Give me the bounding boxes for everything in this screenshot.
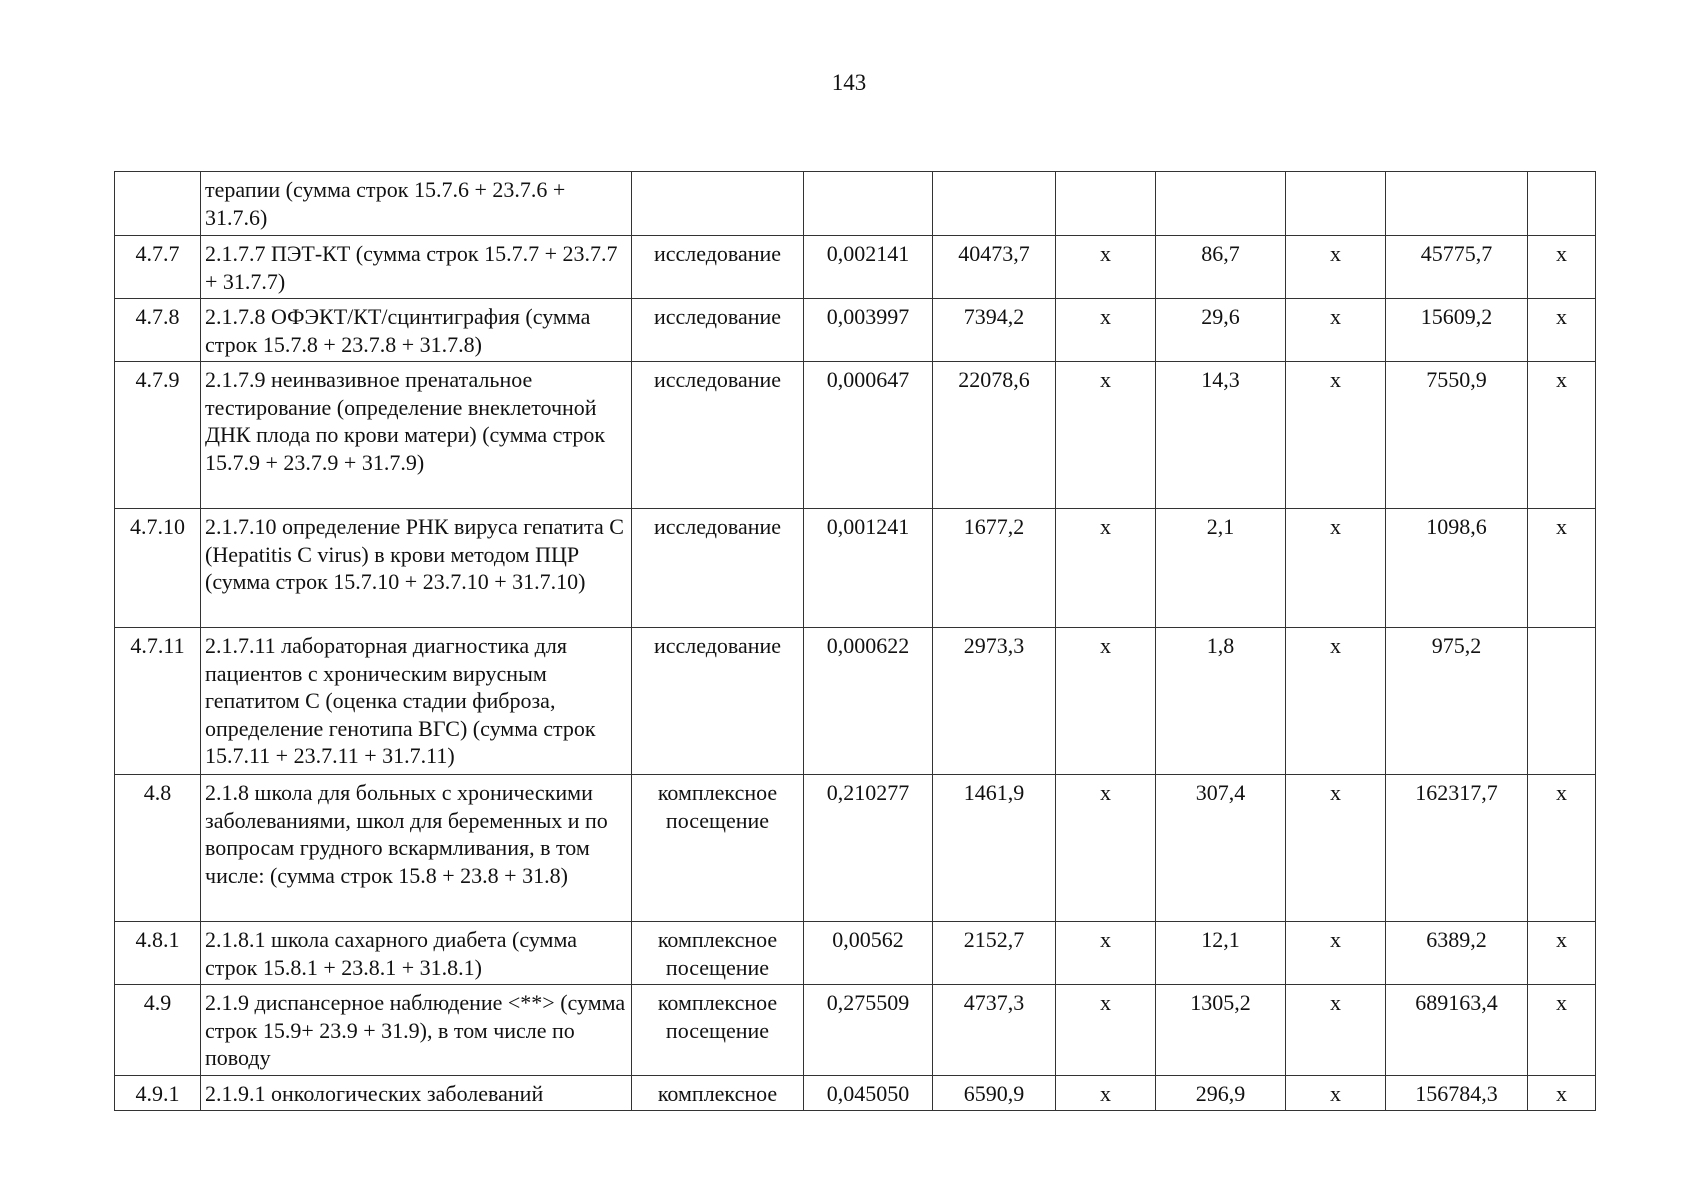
value-1-cell: 0,000647	[804, 362, 933, 509]
value-5-cell: х	[1286, 236, 1386, 299]
unit-cell: исследование	[632, 509, 804, 628]
table-row	[115, 985, 1596, 1076]
value-3-cell: х	[1056, 985, 1156, 1076]
value-6-cell: 975,2	[1386, 628, 1528, 775]
value-3-cell: х	[1056, 509, 1156, 628]
page-number: 143	[831, 70, 867, 95]
indicator-name-cell: 2.1.7.7 ПЭТ-КТ (сумма строк 15.7.7 + 23.7.7 + 31.7.7)	[201, 236, 632, 299]
value-3-cell: х	[1056, 628, 1156, 775]
value-7-cell	[1528, 628, 1596, 775]
value-3-cell: х	[1056, 236, 1156, 299]
value-7-cell: х	[1528, 236, 1596, 299]
value-5-cell	[1286, 172, 1386, 236]
indicator-name-cell: 2.1.7.9 неинвазивное пренатальное тестирование (определение внеклеточной ДНК плода по крови матери) (сумма строк 15.7.9 + 23.7.9 + 31.7.9)	[201, 362, 632, 509]
row-number-cell: 4.7.7	[115, 236, 201, 299]
value-4-cell: 14,3	[1156, 362, 1286, 509]
value-6-cell	[1386, 172, 1528, 236]
unit-cell: исследование	[632, 299, 804, 362]
table-row	[115, 509, 1596, 628]
value-5-cell: х	[1286, 922, 1386, 985]
unit-cell: исследование	[632, 236, 804, 299]
unit-cell	[632, 172, 804, 236]
value-1-cell: 0,000622	[804, 628, 933, 775]
unit-cell: комплексное посещение	[632, 985, 804, 1076]
row-number-cell: 4.7.10	[115, 509, 201, 628]
value-7-cell	[1528, 172, 1596, 236]
value-3-cell: х	[1056, 1076, 1156, 1111]
value-2-cell: 7394,2	[933, 299, 1056, 362]
table-row	[115, 922, 1596, 985]
value-4-cell	[1156, 172, 1286, 236]
indicator-name-cell: 2.1.9.1 онкологических заболеваний	[201, 1076, 632, 1111]
indicator-name-cell: терапии (сумма строк 15.7.6 + 23.7.6 + 31.7.6)	[201, 172, 632, 236]
value-7-cell: х	[1528, 922, 1596, 985]
value-2-cell: 6590,9	[933, 1076, 1056, 1111]
value-5-cell: х	[1286, 985, 1386, 1076]
value-1-cell: 0,002141	[804, 236, 933, 299]
row-number-cell: 4.8.1	[115, 922, 201, 985]
value-6-cell: 156784,3	[1386, 1076, 1528, 1111]
value-1-cell: 0,210277	[804, 775, 933, 922]
value-7-cell: х	[1528, 299, 1596, 362]
row-number-cell: 4.7.8	[115, 299, 201, 362]
value-7-cell: х	[1528, 362, 1596, 509]
table-row	[115, 1076, 1596, 1111]
value-6-cell: 7550,9	[1386, 362, 1528, 509]
value-5-cell: х	[1286, 775, 1386, 922]
value-5-cell: х	[1286, 362, 1386, 509]
unit-cell: исследование	[632, 362, 804, 509]
value-3-cell: х	[1056, 775, 1156, 922]
value-4-cell: 29,6	[1156, 299, 1286, 362]
value-7-cell: х	[1528, 509, 1596, 628]
value-3-cell: х	[1056, 922, 1156, 985]
value-2-cell: 1677,2	[933, 509, 1056, 628]
value-6-cell: 162317,7	[1386, 775, 1528, 922]
row-number-cell	[115, 172, 201, 236]
unit-cell: комплексное посещение	[632, 922, 804, 985]
value-2-cell: 4737,3	[933, 985, 1056, 1076]
indicator-name-cell: 2.1.7.10 определение РНК вируса гепатита С (Hepatitis C virus) в крови методом ПЦР (сумма строк 15.7.10 + 23.7.10 + 31.7.10)	[201, 509, 632, 628]
value-6-cell: 6389,2	[1386, 922, 1528, 985]
row-number-cell: 4.8	[115, 775, 201, 922]
row-number-cell: 4.9	[115, 985, 201, 1076]
unit-cell: комплексное посещение	[632, 775, 804, 922]
table-row	[115, 775, 1596, 922]
value-7-cell: х	[1528, 1076, 1596, 1111]
data-table	[114, 171, 1596, 1111]
table-row	[115, 362, 1596, 509]
value-3-cell: х	[1056, 299, 1156, 362]
unit-cell: исследование	[632, 628, 804, 775]
indicator-name-cell: 2.1.7.8 ОФЭКТ/КТ/сцинтиграфия (сумма строк 15.7.8 + 23.7.8 + 31.7.8)	[201, 299, 632, 362]
value-4-cell: 1305,2	[1156, 985, 1286, 1076]
value-5-cell: х	[1286, 1076, 1386, 1111]
indicator-name-cell: 2.1.8 школа для больных с хроническими заболеваниями, школ для беременных и по вопросам грудного вскармливания, в том числе: (сумма строк 15.8 + 23.8 + 31.8)	[201, 775, 632, 922]
table-row	[115, 236, 1596, 299]
value-2-cell: 2973,3	[933, 628, 1056, 775]
value-1-cell: 0,275509	[804, 985, 933, 1076]
row-number-cell: 4.9.1	[115, 1076, 201, 1111]
value-4-cell: 1,8	[1156, 628, 1286, 775]
table-row	[115, 628, 1596, 775]
value-1-cell: 0,00562	[804, 922, 933, 985]
unit-cell: комплексное	[632, 1076, 804, 1111]
value-4-cell: 12,1	[1156, 922, 1286, 985]
indicator-name-cell: 2.1.8.1 школа сахарного диабета (сумма строк 15.8.1 + 23.8.1 + 31.8.1)	[201, 922, 632, 985]
indicator-name-cell: 2.1.7.11 лабораторная диагностика для пациентов с хроническим вирусным гепатитом С (оценка стадии фиброза, определение генотипа ВГС) (сумма строк 15.7.11 + 23.7.11 + 31.7.11)	[201, 628, 632, 775]
value-1-cell: 0,001241	[804, 509, 933, 628]
value-2-cell: 40473,7	[933, 236, 1056, 299]
value-6-cell: 1098,6	[1386, 509, 1528, 628]
value-5-cell: х	[1286, 509, 1386, 628]
value-7-cell: х	[1528, 985, 1596, 1076]
table-row	[115, 172, 1596, 236]
value-3-cell	[1056, 172, 1156, 236]
row-number-cell: 4.7.11	[115, 628, 201, 775]
value-6-cell: 15609,2	[1386, 299, 1528, 362]
value-1-cell: 0,045050	[804, 1076, 933, 1111]
value-3-cell: х	[1056, 362, 1156, 509]
value-5-cell: х	[1286, 628, 1386, 775]
value-5-cell: х	[1286, 299, 1386, 362]
value-4-cell: 2,1	[1156, 509, 1286, 628]
value-2-cell: 22078,6	[933, 362, 1056, 509]
value-2-cell: 2152,7	[933, 922, 1056, 985]
table-body	[115, 172, 1596, 1111]
value-1-cell	[804, 172, 933, 236]
value-6-cell: 45775,7	[1386, 236, 1528, 299]
value-4-cell: 296,9	[1156, 1076, 1286, 1111]
value-4-cell: 86,7	[1156, 236, 1286, 299]
value-1-cell: 0,003997	[804, 299, 933, 362]
value-6-cell: 689163,4	[1386, 985, 1528, 1076]
value-2-cell: 1461,9	[933, 775, 1056, 922]
row-number-cell: 4.7.9	[115, 362, 201, 509]
table-row	[115, 299, 1596, 362]
value-7-cell: х	[1528, 775, 1596, 922]
value-4-cell: 307,4	[1156, 775, 1286, 922]
indicator-name-cell: 2.1.9 диспансерное наблюдение <**> (сумма строк 15.9+ 23.9 + 31.9), в том числе по поводу	[201, 985, 632, 1076]
value-2-cell	[933, 172, 1056, 236]
